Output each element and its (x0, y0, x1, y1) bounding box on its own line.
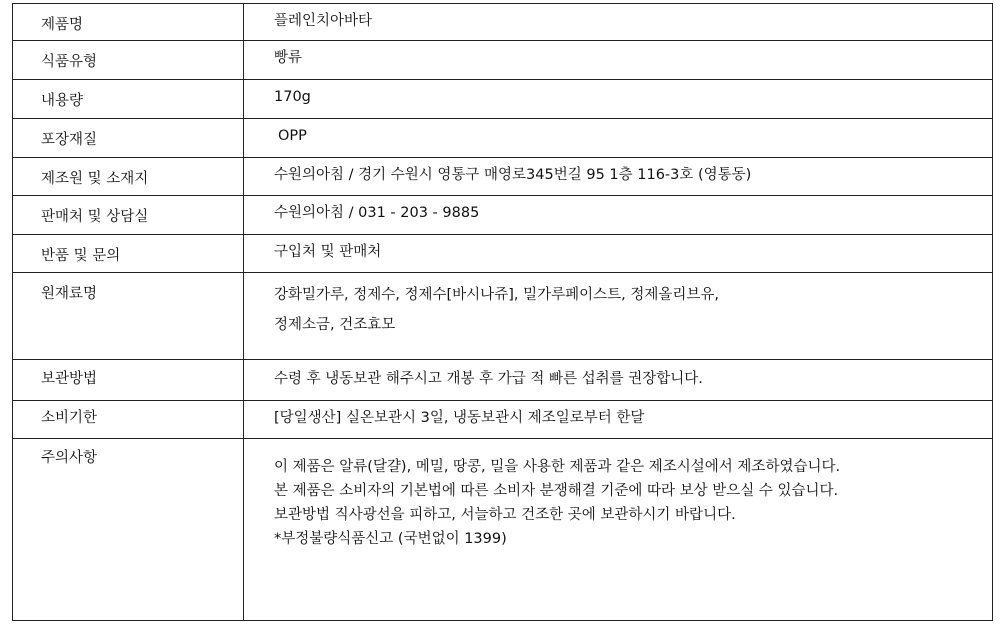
row-label-storage: 보관방법 (13, 360, 244, 401)
row-value-food-type: 빵류 (244, 41, 993, 80)
product-info-table (12, 3, 993, 621)
caution-line: 본 제품은 소비자의 기본법에 따른 소비자 분쟁해결 기준에 따라 보상 받으실 수 있습니다. (274, 483, 839, 499)
row-value-caution (244, 439, 993, 621)
table-row (13, 235, 993, 273)
table-row (13, 360, 993, 401)
row-value-seller: 수원의아침 / 031 - 203 - 9885 (244, 196, 993, 235)
row-value-ingredients (244, 273, 993, 360)
row-label-product-name: 제품명 (13, 4, 244, 41)
row-label-returns: 반품 및 문의 (13, 235, 244, 273)
row-label-packaging: 포장재질 (13, 119, 244, 158)
row-value-manufacturer: 수원의아침 / 경기 수원시 영통구 매영로345번길 95 1층 116-3호 (영통동) (244, 158, 993, 196)
ingredients-line: 강화밀가루, 정제수, 정제수[바시나쥬], 밀가루페이스트, 정제올리브유, (274, 287, 719, 303)
row-value-product-name: 플레인치아바타 (244, 4, 993, 41)
row-value-storage: 수령 후 냉동보관 해주시고 개봉 후 가급 적 빠른 섭취를 권장합니다. (244, 360, 993, 401)
table-row (13, 439, 993, 621)
row-label-caution: 주의사항 (13, 439, 244, 621)
row-value-returns: 구입처 및 판매처 (244, 235, 993, 273)
caution-line: *부정불량식품신고 (국번없이 1399) (274, 531, 507, 547)
row-label-expiry: 소비기한 (13, 401, 244, 439)
row-label-food-type: 식품유형 (13, 41, 244, 80)
ingredients-line: 정제소금, 건조효모 (274, 317, 396, 333)
table-row (13, 4, 993, 41)
table-row (13, 119, 993, 158)
table-row (13, 158, 993, 196)
table-row (13, 41, 993, 80)
row-value-packaging: OPP (244, 119, 993, 158)
table-row (13, 401, 993, 439)
table-row (13, 273, 993, 360)
row-label-net-content: 내용량 (13, 80, 244, 119)
row-label-ingredients: 원재료명 (13, 273, 244, 360)
row-value-net-content: 170g (244, 80, 993, 119)
table-row (13, 80, 993, 119)
row-label-seller: 판매처 및 상담실 (13, 196, 244, 235)
row-value-expiry: [당일생산] 실온보관시 3일, 냉동보관시 제조일로부터 한달 (244, 401, 993, 439)
caution-line: 보관방법 직사광선을 피하고, 서늘하고 건조한 곳에 보관하시기 바랍니다. (274, 507, 736, 523)
table-row (13, 196, 993, 235)
row-label-manufacturer: 제조원 및 소재지 (13, 158, 244, 196)
caution-line: 이 제품은 알류(달걀), 메밀, 땅콩, 밀을 사용한 제품과 같은 제조시설에서 제조하였습니다. (274, 459, 841, 475)
